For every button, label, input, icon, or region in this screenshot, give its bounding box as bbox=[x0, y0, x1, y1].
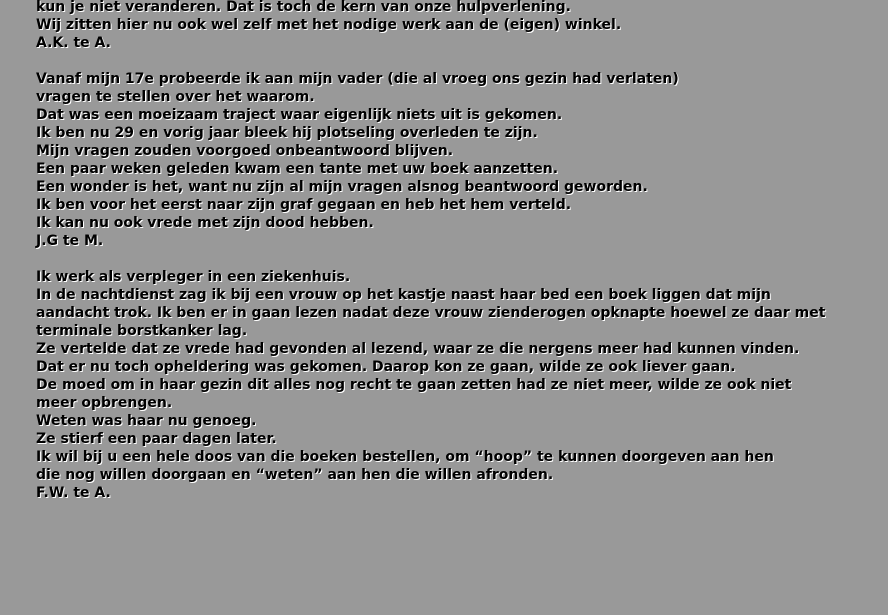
letter-jg bbox=[36, 70, 876, 250]
text-line: vragen te stellen over het waarom. bbox=[36, 89, 315, 105]
text-line: Ik kan nu ook vrede met zijn dood hebben. bbox=[36, 215, 374, 231]
text-line: Dat was een moeizaam traject waar eigenlijk niets uit is gekomen. bbox=[36, 107, 563, 123]
text-line: aandacht trok. Ik ben er in gaan lezen nadat deze vrouw zienderogen opknapte hoewel ze daar met bbox=[36, 305, 826, 321]
text-line: Mijn vragen zouden voorgoed onbeantwoord blijven. bbox=[36, 143, 454, 159]
text-line: De moed om in haar gezin dit alles nog recht te gaan zetten had ze niet meer, wilde ze ook niet bbox=[36, 377, 792, 393]
text-line: Een wonder is het, want nu zijn al mijn vragen alsnog beantwoord geworden. bbox=[36, 179, 648, 195]
paragraph-gap bbox=[36, 250, 876, 268]
text-line: Wij zitten hier nu ook wel zelf met het nodige werk aan de (eigen) winkel. bbox=[36, 17, 622, 33]
text-line: kun je niet veranderen. Dat is toch de kern van onze hulpverlening. bbox=[36, 0, 571, 15]
text-line: Ik werk als verpleger in een ziekenhuis. bbox=[36, 269, 351, 285]
text-line: Weten was haar nu genoeg. bbox=[36, 413, 257, 429]
text-line: Ik ben voor het eerst naar zijn graf gegaan en heb het hem verteld. bbox=[36, 197, 572, 213]
text-line: Ze vertelde dat ze vrede had gevonden al lezend, waar ze die nergens meer had kunnen vinden. bbox=[36, 341, 800, 357]
text-line: Ik ben nu 29 en vorig jaar bleek hij plotseling overleden te zijn. bbox=[36, 125, 538, 141]
text-line: Dat er nu toch opheldering was gekomen. Daarop kon ze gaan, wilde ze ook liever gaan. bbox=[36, 359, 736, 375]
text-line: meer opbrengen. bbox=[36, 395, 173, 411]
text-line: Een paar weken geleden kwam een tante met uw boek aanzetten. bbox=[36, 161, 559, 177]
text-line: die nog willen doorgaan en “weten” aan hen die willen afronden. bbox=[36, 467, 554, 483]
letter-fw bbox=[36, 268, 876, 502]
text-line: In de nachtdienst zag ik bij een vrouw op het kastje naast haar bed een boek liggen dat mijn bbox=[36, 287, 771, 303]
letter-ak bbox=[36, 0, 876, 52]
paragraph-gap bbox=[36, 52, 876, 70]
letter-signature: J.G te M. bbox=[36, 233, 104, 249]
letter-signature: A.K. te A. bbox=[36, 35, 111, 51]
text-line: Ik wil bij u een hele doos van die boeken bestellen, om “hoop” te kunnen doorgeven aan hen bbox=[36, 449, 774, 465]
letters-text bbox=[36, 0, 876, 502]
letter-signature: F.W. te A. bbox=[36, 485, 111, 501]
text-line: Ze stierf een paar dagen later. bbox=[36, 431, 277, 447]
text-line: terminale borstkanker lag. bbox=[36, 323, 248, 339]
text-line: Vanaf mijn 17e probeerde ik aan mijn vader (die al vroeg ons gezin had verlaten) bbox=[36, 71, 679, 87]
